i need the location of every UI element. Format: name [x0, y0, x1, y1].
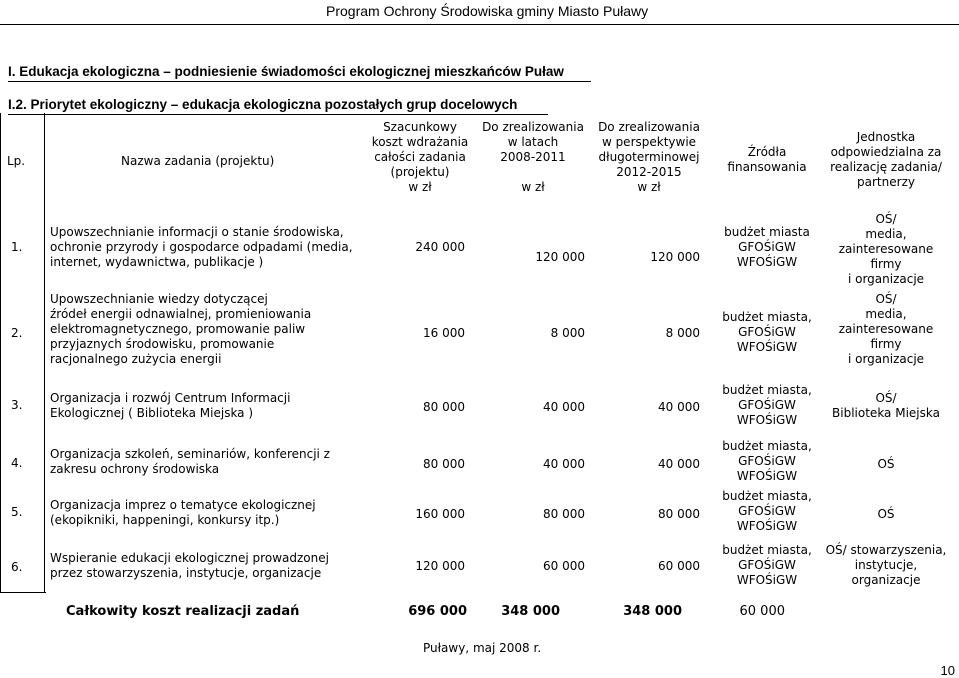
row-6-funding-source: budżet miasta, GFOŚiGW WFOŚiGW: [722, 543, 812, 587]
row-4-to-do-2012-2015: 40 000: [658, 457, 700, 471]
row-3-funding-source: budżet miasta, GFOŚiGW WFOŚiGW: [722, 383, 812, 427]
row-1-to-do-2012-2015: 120 000: [650, 250, 700, 264]
row-1-funding-source: budżet miasta GFOŚiGW WFOŚiGW: [724, 225, 810, 269]
total-row-label: Całkowity koszt realizacji zadań: [66, 604, 300, 619]
row-4-lp: 4.: [11, 456, 23, 470]
row-1-lp: 1.: [11, 240, 23, 254]
table-column-divider: [44, 113, 45, 593]
header-estimated-cost: Szacunkowy koszt wdrażania całości zadania (projektu) w zł: [371, 120, 469, 194]
row-5-cost: 160 000: [415, 507, 465, 521]
row-4-to-do-2008-2011: 40 000: [543, 457, 585, 471]
total-to-do-2012-2015: 348 000: [623, 604, 682, 619]
row-5-responsible-unit: OŚ: [877, 507, 895, 521]
row-3-responsible-unit: OŚ/ Biblioteka Miejska: [832, 391, 940, 420]
subsection-heading-underline: [8, 114, 548, 115]
row-6-responsible-unit: OŚ/ stowarzyszenia, instytucje, organizacje: [825, 543, 947, 587]
row-2-responsible-unit: OŚ/ media, zainteresowane firmy i organizacje: [838, 292, 934, 366]
subsection-heading: I.2. Priorytet ekologiczny – edukacja ekologiczna pozostałych grup docelowych: [8, 97, 518, 112]
row-3-cost: 80 000: [423, 400, 465, 414]
row-6-to-do-2012-2015: 60 000: [658, 559, 700, 573]
page-header-title: Program Ochrony Środowiska gminy Miasto Puławy: [326, 3, 649, 19]
header-task-name: Nazwa zadania (projektu): [121, 154, 275, 168]
section-heading: I. Edukacja ekologiczna – podniesienie świadomości ekologicznej mieszkańców Puław: [8, 64, 564, 79]
footer-place-date: Puławy, maj 2008 r.: [423, 641, 542, 655]
row-2-task-name: Upowszechnianie wiedzy dotyczącej źródeł energii odnawialnej, promieniowania elektromagnetycznego, promowanie paliw przyjaznych środowisku, promowanie racjonalnego zużycia energii: [50, 292, 312, 366]
row-4-task-name: Organizacja szkoleń, seminariów, konferencji z zakresu ochrony środowiska: [50, 447, 330, 476]
row-2-lp: 2.: [11, 326, 23, 340]
row-3-to-do-2012-2015: 40 000: [658, 400, 700, 414]
page-number: 10: [940, 663, 955, 678]
row-2-to-do-2008-2011: 8 000: [550, 326, 585, 340]
total-to-do-2008-2011: 348 000: [501, 604, 560, 619]
row-6-task-name: Wspieranie edukacji ekologicznej prowadzonej przez stowarzyszenia, instytucje, organizacje: [50, 551, 329, 580]
total-extra-value: 60 000: [739, 604, 785, 619]
row-4-cost: 80 000: [423, 457, 465, 471]
row-6-lp: 6.: [11, 560, 23, 574]
row-5-to-do-2012-2015: 80 000: [658, 507, 700, 521]
row-6-to-do-2008-2011: 60 000: [543, 559, 585, 573]
section-heading-underline: [8, 81, 591, 82]
table-left-border: [0, 113, 1, 593]
row-4-responsible-unit: OŚ: [877, 457, 895, 471]
header-to-do-2012-2015: Do zrealizowania w perspektywie długoterminowej 2012-2015 w zł: [598, 120, 700, 194]
table-bottom-border: [0, 592, 46, 593]
header-to-do-2008-2011: Do zrealizowania w latach 2008-2011 w zł: [482, 120, 584, 194]
row-5-lp: 5.: [11, 505, 23, 519]
row-1-cost: 240 000: [415, 240, 465, 254]
row-5-to-do-2008-2011: 80 000: [543, 507, 585, 521]
row-5-task-name: Organizacja imprez o tematyce ekologicznej (ekopikniki, happeningi, konkursy itp.): [50, 498, 316, 527]
row-4-funding-source: budżet miasta, GFOŚiGW WFOŚiGW: [722, 439, 812, 483]
row-2-cost: 16 000: [423, 326, 465, 340]
row-5-funding-source: budżet miasta, GFOŚiGW WFOŚiGW: [722, 489, 812, 533]
row-1-task-name: Upowszechnianie informacji o stanie środowiska, ochronie przyrody i gospodarce odpadami (media, internet, wydawnictwa, publikacje ): [50, 225, 353, 269]
header-funding-source: Źródła finansowania: [727, 145, 807, 174]
row-1-to-do-2008-2011: 120 000: [535, 250, 585, 264]
row-3-task-name: Organizacja i rozwój Centrum Informacji Ekologicznej ( Biblioteka Miejska ): [50, 391, 291, 420]
header-responsible-unit: Jednostka odpowiedzialna za realizację zadania/ partnerzy: [830, 130, 942, 189]
row-3-lp: 3.: [11, 398, 23, 412]
row-1-responsible-unit: OŚ/ media, zainteresowane firmy i organizacje: [838, 212, 934, 286]
row-3-to-do-2008-2011: 40 000: [543, 400, 585, 414]
row-2-to-do-2012-2015: 8 000: [665, 326, 700, 340]
row-6-cost: 120 000: [415, 559, 465, 573]
total-cost: 696 000: [408, 604, 467, 619]
header-rule: [0, 24, 959, 25]
header-lp: Lp.: [7, 154, 26, 168]
row-2-funding-source: budżet miasta, GFOŚiGW WFOŚiGW: [722, 310, 812, 354]
